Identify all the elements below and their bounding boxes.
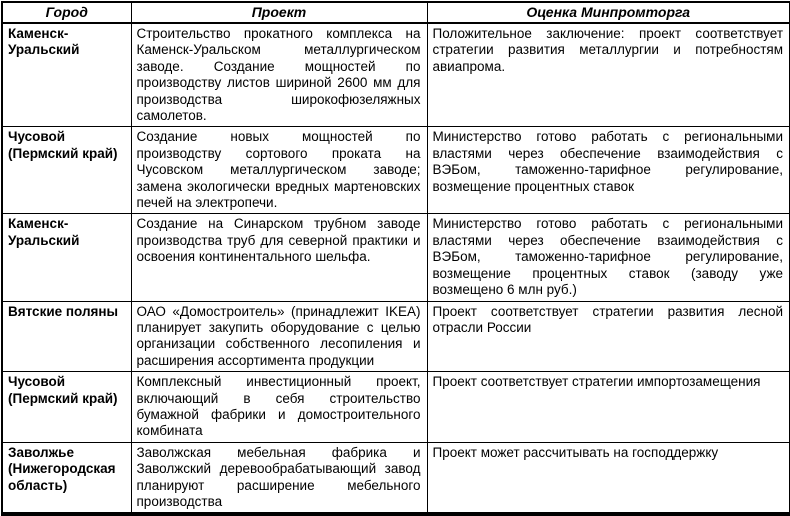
table-row [2,23,790,127]
cell-city: Каменск-Уральский [2,23,131,127]
cell-assessment: Министерство готово работать с региональными властями через обеспечение взаимодействия с ВЭБом, таможенно-тарифное регулирование, возмещение процентных ставок [427,127,790,214]
table-row [2,301,790,372]
table-row [2,372,790,443]
projects-table [1,1,790,516]
cell-project: Строительство прокатного комплекса на Каменск-Уральском металлургическом заводе. Создание мощностей по производству листов шириной 2600 мм для производства широкофюзеляжных самолетов. [131,23,427,127]
cell-project: Заволжская мебельная фабрика и Заволжский деревообрабатывающий завод планируют расширение мебельного производства [131,442,427,514]
cell-project: ОАО «Домостроитель» (принадлежит IKEA) планирует закупить оборудование с целью организации собственного лесопиления и расширения ассортимента продукции [131,301,427,372]
cell-city: Заволжье (Нижегородская область) [2,442,131,514]
table-header-row [2,2,790,23]
column-header-assessment: Оценка Минпромторга [427,2,790,23]
cell-city: Чусовой (Пермский край) [2,127,131,214]
cell-assessment: Положительное заключение: проект соответствует стратегии развития металлургии и потребностям авиапрома. [427,23,790,127]
table-row [2,127,790,214]
table-row [2,442,790,514]
cell-assessment: Проект соответствует стратегии развития лесной отрасли России [427,301,790,372]
cell-assessment: Проект может рассчитывать на господдержку [427,442,790,514]
cell-project: Комплексный инвестиционный проект, включающий в себя строительство бумажной фабрики и домостроительного комбината [131,372,427,443]
cell-city: Каменск-Уральский [2,214,131,301]
column-header-city: Город [2,2,131,23]
cell-assessment: Министерство готово работать с региональными властями через обеспечение взаимодействия с ВЭБом, таможенно-тарифное регулирование, возмещение процентных ставок (заводу уже возмещено 6 млн руб.) [427,214,790,301]
cell-project: Создание новых мощностей по производству сортового проката на Чусовском металлургическом заводе; замена экологически вредных мартеновских печей на электропечи. [131,127,427,214]
cell-city: Чусовой (Пермский край) [2,372,131,443]
cell-assessment: Проект соответствует стратегии импортозамещения [427,372,790,443]
table-row [2,214,790,301]
column-header-project: Проект [131,2,427,23]
cell-project: Создание на Синарском трубном заводе производства труб для северной практики и освоения континентального шельфа. [131,214,427,301]
cell-city: Вятские поляны [2,301,131,372]
